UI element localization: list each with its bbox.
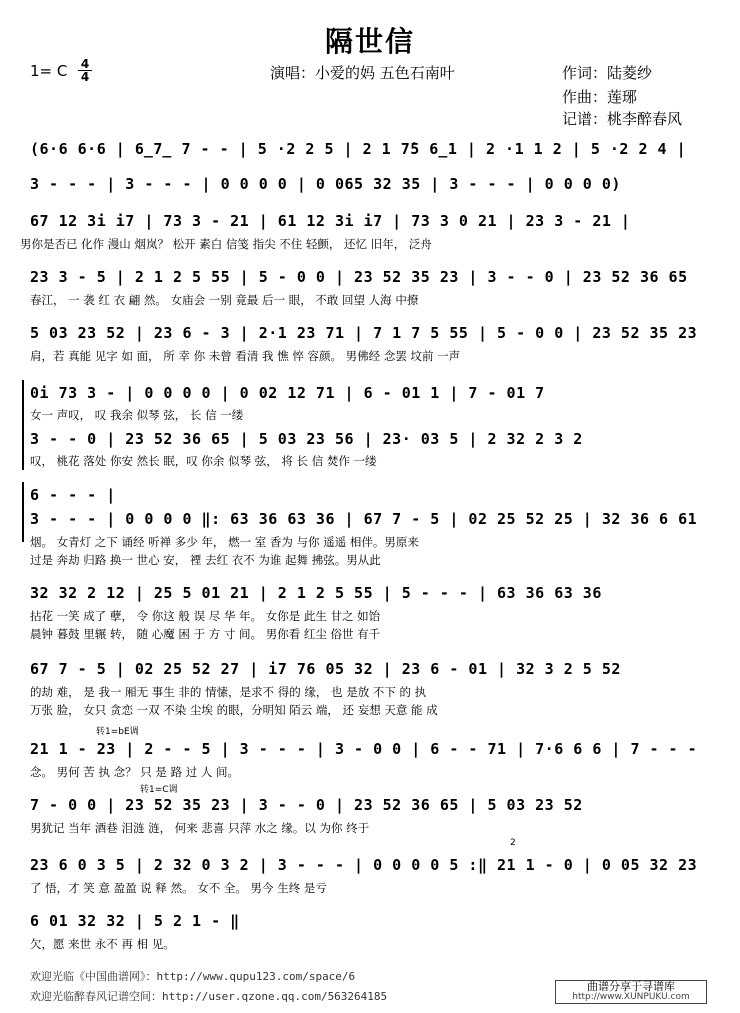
key-signature: 1= C	[30, 62, 68, 80]
volta-bracket-number: 2	[510, 838, 516, 848]
lyric-line: 男犹记 当年 酒巷 泪涟 涟， 何来 悲喜 只萍 水之 缘。以 为你 终于	[30, 821, 370, 835]
time-signature	[78, 58, 92, 83]
lyric-line: 晨钟 暮鼓 里辗 转， 随 心魔 困 于 方 寸 间。 男你看 红尘 俗世 有千	[30, 627, 381, 641]
watermark-banner	[555, 980, 707, 1004]
singers: 演唱：小爱的妈 五色石南叶	[270, 64, 455, 82]
banner-title: 曲谱分享于寻谱库	[587, 980, 675, 993]
transcriber: 记谱：桃李醉春风	[562, 110, 683, 128]
lyric-line: 拈花 一笑 成了 孽， 令 你这 般 误 尽 华 年。 女你是 此生 甘之 如饴	[30, 609, 381, 623]
score-line: 3 - - - | 3 - - - | 0 0 0 0 | 0 065 32 35 | 3 - - - | 0 0 0 0)	[30, 175, 621, 193]
score-line: 67 12 3i i7 | 73 3 - 21 | 61 12 3i i7 | 73 3 0 21 | 23 3 - 21 |	[30, 212, 631, 230]
lyric-line: 女一 声叹， 叹 我余 似琴 弦， 长 信 一缕	[30, 408, 244, 422]
lyric-line: 万张 脸， 女只 贪恋 一双 不染 尘埃 的眼，分明知 陌云 端， 还 妄想 天意 能 成	[30, 703, 438, 717]
lyric-line: 男你是否已 化作 漫山 烟岚？ 松开 素白 信笺 指尖 不住 轻颤， 还忆 旧年， 泛舟	[20, 237, 432, 251]
lyric-line: 春江， 一 袭 红 衣 翩 然。 女庙会 一别 竟最 后一 眼， 不敢 回望 人海 中撩	[30, 293, 419, 307]
lyric-line: 烟。 女青灯 之下 诵经 听禅 多少 年， 燃一 室 香为 与你 遥遥 相伴。男原来	[30, 535, 419, 549]
lyric-line: 肩，若 真能 见字 如 面， 所 幸 你 未曾 看清 我 憔 悴 容颜。 男佛经 念罢 坟前 一声	[30, 349, 461, 363]
footer-link-1[interactable]: 欢迎光临《中国曲谱网》：http://www.qupu123.com/space/6	[30, 970, 356, 983]
key-change-label: 转1=C调	[140, 785, 178, 795]
system-brace	[22, 482, 24, 542]
key-change-label: 转1=bE调	[96, 727, 139, 737]
lyric-line: 念。 男何 苦 执 念？ 只 是 路 过 人 间。	[30, 765, 240, 779]
score-line: 3 - - - | 0 0 0 0 ‖: 63 36 63 36 | 67 7 - 5 | 02 25 52 25 | 32 36 6 61	[30, 510, 698, 528]
score-line: 5 03 23 52 | 23 6 - 3 | 2·1 23 71 | 7 1 7 5 55 | 5 - 0 0 | 23 52 35 23	[30, 324, 698, 342]
score-line: 3 - - 0 | 23 52 36 65 | 5 03 23 56 | 23· 03 5 | 2 32 2 3 2	[30, 430, 583, 448]
time-sig-top: 4	[80, 57, 90, 71]
lyric-line: 欠，愿 来世 永不 再 相 见。	[30, 937, 175, 951]
score-line: (6·6 6·6 | 6̲7̲ 7 - - | 5 ·2 2 5 | 2 1 7̇5 6̲1 | 2 ·1 1 2 | 5 ·2 2 4 |	[30, 140, 687, 158]
score-line: 6 - - - |	[30, 486, 116, 504]
score-line: 32 32 2 12 | 25 5 01 21 | 2 1 2 5 55 | 5 - - - | 63 36 63 36	[30, 584, 602, 602]
lyric-line: 叹， 桃花 落处 你安 然长 眠，叹 你余 似琴 弦， 将 长 信 焚作 一缕	[30, 454, 377, 468]
footer-link-2[interactable]: 欢迎光临醉春风记谱空间：http://user.qzone.qq.com/563264185	[30, 990, 388, 1003]
composer: 作曲：莲琊	[562, 88, 638, 106]
score-line: 67 7 - 5 | 02 25 52 27 | i7 76 05 32 | 23 6 - 01 | 32 3 2 5 52	[30, 660, 621, 678]
banner-url: http://www.XUNPUKU.com	[572, 992, 690, 1002]
lyricist: 作词：陆菱纱	[562, 64, 653, 82]
score-line: 0i 73 3 - | 0 0 0 0 | 0 02 12 71 | 6 - 01 1 | 7 - 01 7	[30, 384, 545, 402]
score-line: 7 - 0 0 | 23 52 35 23 | 3 - - 0 | 23 52 36 65 | 5 03 23 52	[30, 796, 583, 814]
score-line: 6 01 32 32 | 5 2 1 - ‖	[30, 912, 240, 930]
lyric-line: 过是 奔劫 归路 换一 世心 安， 禋 去红 衣不 为谁 起舞 拂弦。男从此	[30, 553, 381, 567]
score-line: 23 6 0 3 5 | 2 32 0 3 2 | 3 - - - | 0 0 0 0 5 :‖ 21 1 - 0 | 0 05 32 23	[30, 856, 698, 874]
lyric-line: 了 悟，才 笑 意 盈盈 说 释 然。 女不 全。 男今 生终 是亏	[30, 881, 327, 895]
system-brace	[22, 380, 24, 470]
lyric-line: 的劫 难， 是 我一 厢无 事生 非的 情愫，是求不 得的 缘， 也 是放 不下 的 执	[30, 685, 427, 699]
time-sig-bottom: 4	[78, 70, 92, 83]
song-title: 隔世信	[324, 25, 415, 58]
score-line: 21 1 - 23 | 2 - - 5 | 3 - - - | 3 - 0 0 | 6 - - 71 | 7·6 6 6 | 7 - - -	[30, 740, 698, 758]
score-line: 23 3 - 5 | 2 1 2 5 55 | 5 - 0 0 | 23 52 35 23 | 3 - - 0 | 23 52 36 65	[30, 268, 688, 286]
